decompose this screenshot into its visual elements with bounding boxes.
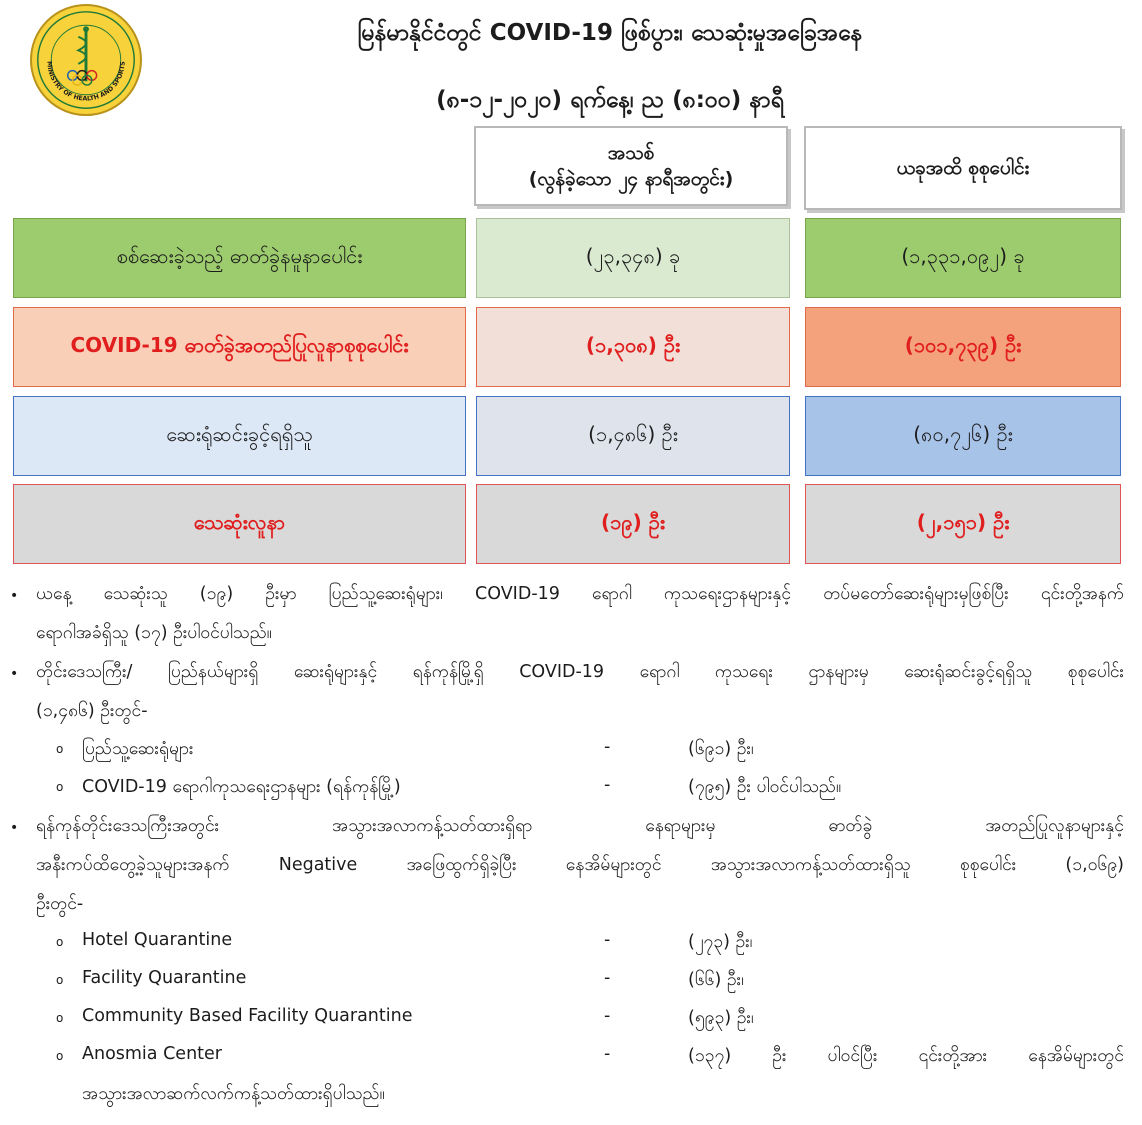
circle-bullet-icon: o [56, 935, 64, 949]
quarantine-item-dash: - [604, 1006, 611, 1026]
note-3-line-1: ရန်ကုန်တိုင်းဒေသကြီးအတွင်း အသွားအလာကန့်သတ်ထားရှိရာ နေရာများမှ ဓာတ်ခွဲ အတည်ပြုလူနာများနှင့် [36, 816, 1124, 836]
bullet-icon: • [10, 820, 19, 836]
note-2-line-2: (၁,၄၈၆) ဦးတွင်- [36, 701, 148, 721]
confirmed-total-value: (၁၀၁,၇၃၉) ဦး [805, 307, 1121, 387]
recovered-new-value: (၁,၄၈၆) ဦး [476, 396, 790, 476]
recovered-total-value: (၈၀,၇၂၆) ဦး [805, 396, 1121, 476]
confirmed-new-value: (၁,၃၀၈) ဦး [476, 307, 790, 387]
quarantine-item-value: (၁၃၇) ဦး ပါဝင်ပြီး ၎င်းတို့အား နေအိမ်များတွင် [688, 1046, 1124, 1066]
column-header-total [804, 126, 1122, 210]
note-3-last-line: အသွားအလာဆက်လက်ကန့်သတ်ထားရှိပါသည်။ [82, 1084, 385, 1104]
quarantine-item-dash: - [604, 930, 611, 950]
discharge-item-dash: - [604, 775, 611, 795]
deaths-new-value: (၁၉) ဦး [476, 484, 790, 564]
row-label-deaths: သေဆုံးလူနာ [13, 484, 466, 564]
column-header-new-title: အသစ် [607, 142, 655, 164]
logo-text: MINISTRY OF HEALTH AND SPORTS [45, 60, 127, 103]
quarantine-item-dash: - [604, 968, 611, 988]
quarantine-item-value: (၂၇၃) ဦး၊ [688, 932, 753, 952]
note-2-line-1: တိုင်းဒေသကြီး/ ပြည်နယ်များရှိ ဆေးရုံများနှင့် ရန်ကုန်မြို့ရှိ COVID-19 ရောဂါ ကုသရေး ဌာနများမှ ဆေးရုံဆင်းခွင့်ရရှိသူ စုစုပေါင်း [36, 662, 1124, 682]
deaths-total-value: (၂,၁၅၁) ဦး [805, 484, 1121, 564]
discharge-item-value: (၆၉၁) ဦး၊ [688, 739, 754, 759]
quarantine-item-label: Community Based Facility Quarantine [82, 1006, 413, 1026]
tests-total-value: (၁,၃၃၁,၀၉၂) ခု [805, 218, 1121, 298]
row-label-confirmed: COVID-19 ဓာတ်ခွဲအတည်ပြုလူနာစုစုပေါင်း [13, 307, 466, 387]
note-3-line-2: အနီးကပ်ထိတွေ့ခဲ့သူများအနက် Negative အဖြေထွက်ရှိခဲ့ပြီး နေအိမ်များတွင် အသွားအလာကန့်သတ်ထားရှိသူ စုစုပေါင်း (၁,၀၆၉) [36, 855, 1124, 875]
row-label-recovered: ဆေးရုံဆင်းခွင့်ရရှိသူ [13, 396, 466, 476]
quarantine-item-label: Facility Quarantine [82, 968, 247, 988]
bullet-icon: • [10, 588, 19, 604]
bullet-icon: • [10, 666, 19, 682]
column-header-new [474, 126, 788, 206]
quarantine-item-dash: - [604, 1044, 611, 1064]
note-3-line-3: ဦးတွင်- [36, 894, 84, 914]
circle-bullet-icon: o [56, 1049, 64, 1063]
tests-new-value: (၂၃,၃၄၈) ခု [476, 218, 790, 298]
quarantine-item-label: Anosmia Center [82, 1044, 222, 1064]
ministry-logo [30, 4, 142, 116]
circle-bullet-icon: o [56, 742, 64, 756]
circle-bullet-icon: o [56, 973, 64, 987]
quarantine-item-value: (၆၆) ဦး၊ [688, 970, 744, 990]
circle-bullet-icon: o [56, 780, 64, 794]
note-1-line-2: ရောဂါအခံရှိသူ (၁၇) ဦးပါဝင်ပါသည်။ [36, 623, 272, 643]
discharge-item-dash: - [604, 737, 611, 757]
quarantine-item-label: Hotel Quarantine [82, 930, 233, 950]
row-label-tests: စစ်ဆေးခဲ့သည့် ဓာတ်ခွဲနမူနာပေါင်း [13, 218, 466, 298]
page-title: မြန်မာနိုင်ငံတွင် COVID-19 ဖြစ်ပွား၊ သေဆုံးမှုအခြေအနေ [357, 20, 863, 46]
column-header-new-period: (လွန်ခဲ့သော ၂၄ နာရီအတွင်း) [528, 168, 734, 190]
circle-bullet-icon: o [56, 1011, 64, 1025]
report-date: (၈-၁၂-၂၀၂၀) ရက်နေ့၊ ည (၈:၀၀) နာရီ [436, 87, 784, 113]
discharge-item-label: ပြည်သူ့ဆေးရုံများ [82, 739, 194, 759]
note-1-line-1: ယနေ့ သေဆုံးသူ (၁၉) ဦးမှာ ပြည်သူ့ဆေးရုံများ၊ COVID-19 ရောဂါ ကုသရေးဌာနများနှင့် တပ်မတော်ဆေးရုံများမှဖြစ်ပြီး ၎င်းတို့အနက် [36, 584, 1124, 604]
quarantine-item-value: (၅၉၃) ဦး၊ [688, 1008, 754, 1028]
column-header-total-label: ယခုအထိ စုစုပေါင်း [896, 157, 1030, 179]
discharge-item-label: COVID-19 ရောဂါကုသရေးဌာနများ (ရန်ကုန်မြို့) [82, 777, 401, 797]
discharge-item-value: (၇၉၅) ဦး ပါဝင်ပါသည်။ [688, 777, 842, 797]
